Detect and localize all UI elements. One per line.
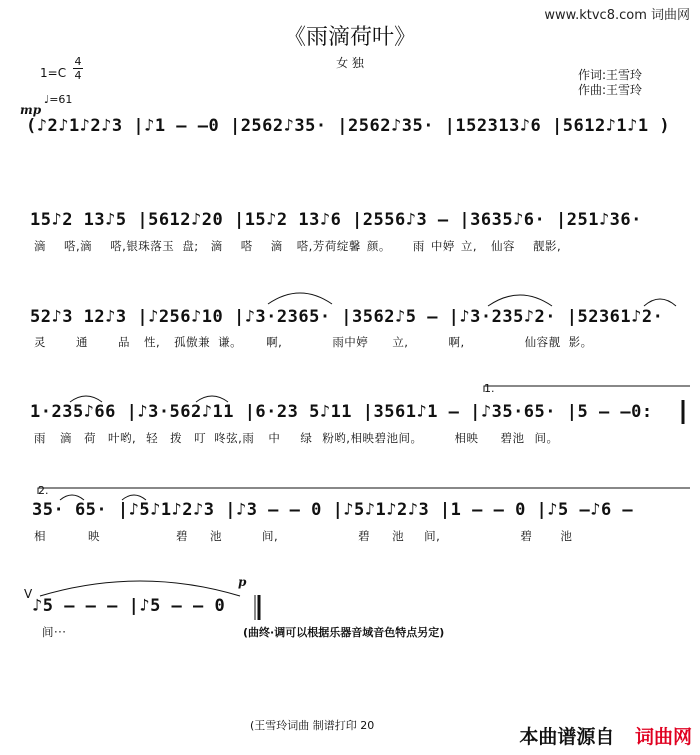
lyric-syllable: 仙容靓 xyxy=(524,335,561,349)
notation-row-1: (♪2♪1♪2♪3 |♪1 – –0 |2562♪35· |2562♪35· |152313♪6 |5612♪1♪1 ) xyxy=(26,116,671,136)
site-watermark: www.ktvc8.com 词曲网 xyxy=(544,8,690,23)
time-signature-bottom: 4 xyxy=(74,69,82,82)
dynamic-start: mp xyxy=(20,103,42,117)
lyric-syllable: 相映 xyxy=(454,431,479,445)
lyric-syllable: 银珠落玉 xyxy=(126,239,175,253)
lyric-syllable: 立, xyxy=(392,335,409,349)
lyric-syllable: 间, xyxy=(424,529,441,543)
lyric-syllable: 荷 xyxy=(84,431,96,445)
slur-row4-b xyxy=(196,396,228,402)
slur-row5-b xyxy=(122,495,146,500)
lyric-syllable: 啊, xyxy=(448,335,465,349)
lyric-syllable: 间。 xyxy=(534,431,559,445)
lyric-syllable: 滴 xyxy=(210,239,223,253)
lyric-syllable: 品 xyxy=(118,335,130,349)
volta-2-label: 2. xyxy=(38,484,49,497)
lyric-row-6: 间··· xyxy=(42,625,67,639)
volta-2-bracket xyxy=(38,488,690,494)
lyric-syllable: 相映碧池 xyxy=(350,431,399,445)
lyric-syllable: 滴 xyxy=(34,239,46,253)
lyric-syllable: 池 xyxy=(210,529,222,543)
lyric-syllable: 碧 xyxy=(176,529,188,543)
lyric-syllable: 芳荷绽馨 xyxy=(312,239,361,253)
lyric-syllable: 靓影, xyxy=(533,239,562,253)
lyric-syllable: 盘; xyxy=(182,239,199,253)
notation-row-2: 15♪2 13♪5 |5612♪20 |15♪2 13♪6 |2556♪3 – |3635♪6· |251♪36· xyxy=(30,210,642,230)
lyric-syllable: 滴 xyxy=(60,431,72,445)
lyric-syllable: 嗒 xyxy=(240,239,253,253)
lyric-syllable: 相 xyxy=(34,529,46,543)
lyric-syllable: 绿 xyxy=(300,431,313,445)
lyric-syllable: 啊, xyxy=(266,335,283,349)
key-signature: 1=C xyxy=(40,66,67,80)
lyric-syllable: 叮 xyxy=(194,431,207,445)
source-brand: 词曲网 xyxy=(634,726,692,748)
lyric-syllable: 嗒, xyxy=(110,239,127,253)
lyric-syllable: 灵 xyxy=(34,335,46,349)
lyric-syllable: 雨 xyxy=(412,239,425,253)
slur-row3-a xyxy=(268,293,332,304)
lyric-syllable: 嗒, xyxy=(296,239,313,253)
lyric-syllable: 通 xyxy=(76,335,88,349)
lyric-syllable: 叶哟, xyxy=(108,431,137,445)
lyric-syllable: 谦。 xyxy=(218,335,243,349)
lyric-syllable: 影。 xyxy=(568,335,593,349)
lyric-syllable: 滴 xyxy=(270,239,283,253)
volta-1-label: 1. xyxy=(484,382,495,395)
lyric-syllable: 碧池 xyxy=(500,431,525,445)
lyric-syllable: 池 xyxy=(392,529,405,543)
lyric-syllable: 雨 xyxy=(34,431,46,445)
lyric-syllable: 颜。 xyxy=(366,239,391,253)
slur-row3-c xyxy=(644,299,676,306)
dynamic-end: p xyxy=(238,575,247,589)
composer-credit: 作曲:王雪玲 xyxy=(578,83,643,97)
lyric-syllable: 中婷 xyxy=(430,239,455,253)
lyric-syllable: 轻 xyxy=(146,431,159,445)
slur-final xyxy=(40,581,240,596)
breath-mark: V xyxy=(24,587,33,601)
lyric-syllable: 映 xyxy=(88,529,100,543)
lyric-syllable: 咚弦, xyxy=(214,431,243,445)
ending-note: (曲终·调可以根据乐器音域音色特点另定) xyxy=(243,626,445,639)
lyric-syllable: 孤傲兼 xyxy=(174,335,211,349)
notation-row-5: 35· 65· |♪5♪1♪2♪3 |♪3 – – 0 |♪5♪1♪2♪3 |1 – – 0 |♪5 –♪6 – xyxy=(32,500,634,520)
lyric-syllable: 拨 xyxy=(170,431,183,445)
slur-row4-a xyxy=(70,396,102,402)
lyric-syllable: 仙容 xyxy=(491,239,515,253)
lyric-syllable: 间。 xyxy=(398,431,423,445)
lyric-syllable: 嗒,滴 xyxy=(64,239,93,253)
footer-note: (王雪玲词曲 制谱打印 20 xyxy=(250,719,375,732)
lyric-syllable: 中 xyxy=(268,431,281,445)
lyric-syllable: 池 xyxy=(560,529,573,543)
lyric-syllable: 雨中婷 xyxy=(332,335,369,349)
notation-row-4: 1·235♪66 |♪3·562♪11 |6·23 5♪11 |3561♪1 – |♪35·65· |5 – –0: xyxy=(30,402,653,422)
time-signature-top: 4 xyxy=(74,55,82,68)
notation-row-3: 52♪3 12♪3 |♪256♪10 |♪3·2365· |3562♪5 – |♪3·235♪2· |52361♪2· xyxy=(30,307,664,327)
lyric-syllable: 性, xyxy=(144,335,161,349)
notation-row-6: ♪5 – – – |♪5 – – 0 xyxy=(32,596,226,616)
slur-row3-b xyxy=(488,295,552,306)
song-title: 《雨滴荷叶》 xyxy=(283,25,416,50)
lyric-syllable: 间, xyxy=(262,529,279,543)
lyricist-credit: 作词:王雪玲 xyxy=(578,68,643,82)
lyric-syllable: 粉哟, xyxy=(322,431,351,445)
lyric-syllable: 碧 xyxy=(358,529,371,543)
lyric-syllable: 立, xyxy=(460,239,477,253)
volta-1-bracket xyxy=(484,386,690,392)
source-text: 本曲谱源自 xyxy=(519,726,615,748)
lyric-syllable: 雨 xyxy=(242,431,255,445)
lyric-syllable: 碧 xyxy=(520,529,533,543)
song-subtitle: 女 独 xyxy=(336,56,364,70)
tempo-marking: ♩=61 xyxy=(44,93,73,106)
slur-row5-a xyxy=(60,495,84,500)
